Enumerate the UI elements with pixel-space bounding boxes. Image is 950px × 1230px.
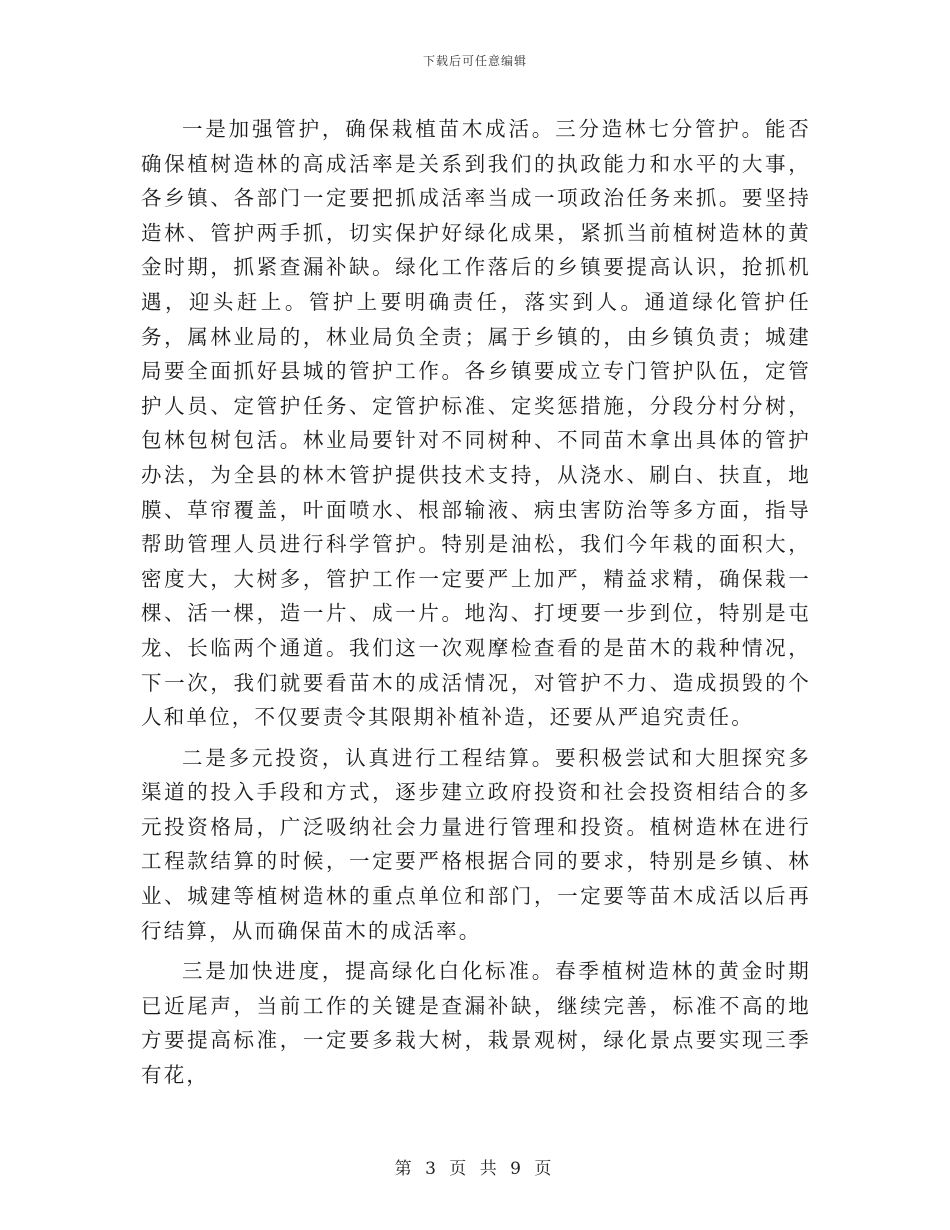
page-number-footer: 第 3 页 共 9 页	[394, 1159, 556, 1179]
paragraph-1: 一是加强管护，确保栽植苗木成活。三分造林七分管护。能否确保植树造林的高成活率是关系到我们的执政能力和水平的大事，各乡镇、各部门一定要把抓成活率当成一项政治任务来抓。要坚持造林、管护两手抓，切实保护好绿化成果，紧抓当前植树造林的黄金时期，抓紧查漏补缺。绿化工作落后的乡镇要提高认识，抢抓机遇，迎头赶上。管护上要明确责任，落实到人。通道绿化管护任务，属林业局的，林业局负全责；属于乡镇的，由乡镇负责；城建局要全面抓好县城的管护工作。各乡镇要成立专门管护队伍，定管护人员、定管护任务、定管护标准、定奖惩措施，分段分村分树，包林包树包活。林业局要针对不同树种、不同苗木拿出具体的管护办法，为全县的林木管护提供技术支持，从浇水、刷白、扶直，地膜、草帘覆盖，叶面喷水、根部输液、病虫害防治等多方面，指导帮助管理人员进行科学管护。特别是油松，我们今年栽的面积大，密度大，大树多，管护工作一定要严上加严，精益求精，确保栽一棵、活一棵，造一片、成一片。地沟、打埂要一步到位，特别是屯龙、长临两个通道。我们这一次观摩检查看的是苗木的栽种情况，下一次，我们就要看苗木的成活情况，对管护不力、造成损毁的个人和单位，不仅要责令其限期补植补造，还要从严追究责任。	[141, 117, 811, 730]
page-header-note: 下载后可任意编辑	[422, 54, 527, 68]
paragraph-2: 二是多元投资，认真进行工程结算。要积极尝试和大胆探究多渠道的投入手段和方式，逐步建立政府投资和社会投资相结合的多元投资格局，广泛吸纳社会力量进行管理和投资。植树造林在进行工程款结算的时候，一定要严格根据合同的要求，特别是乡镇、林业、城建等植树造林的重点单位和部门，一定要等苗木成活以后再行结算，从而确保苗木的成活率。	[141, 745, 811, 943]
document-body	[141, 112, 811, 1099]
paragraph-3: 三是加快进度，提高绿化白化标准。春季植树造林的黄金时期已近尾声，当前工作的关键是查漏补缺，继续完善，标准不高的地方要提高标准，一定要多栽大树，栽景观树，绿化景点要实现三季有花，	[141, 959, 811, 1088]
